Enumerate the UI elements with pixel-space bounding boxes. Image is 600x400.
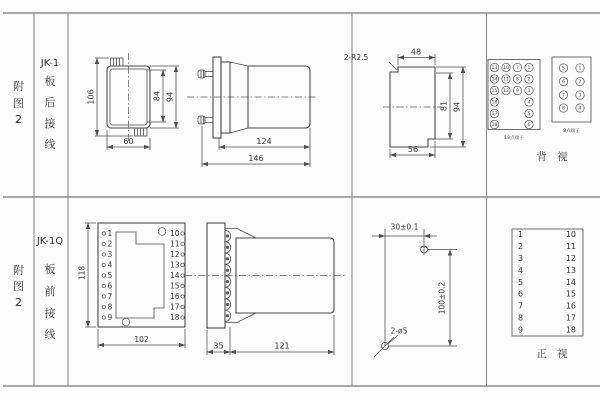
mounting-hole-top (158, 228, 166, 236)
svg-text:2: 2 (15, 113, 22, 126)
svg-text:4: 4 (527, 100, 531, 106)
mounting-stud-bottom (198, 116, 213, 124)
svg-text:35: 35 (213, 341, 224, 351)
svg-text:6: 6 (107, 281, 113, 291)
svg-text:5: 5 (518, 278, 524, 287)
svg-text:接: 接 (44, 307, 56, 320)
svg-text:1: 1 (518, 230, 524, 239)
svg-text:15: 15 (565, 289, 576, 299)
svg-text:11: 11 (503, 77, 509, 83)
svg-text:100±0.2: 100±0.2 (437, 281, 447, 315)
svg-text:10: 10 (503, 66, 509, 72)
svg-text:2-ø5: 2-ø5 (390, 326, 408, 336)
row2-front-view (78, 223, 186, 348)
svg-text:15: 15 (491, 89, 498, 95)
terminal-block-bottom (135, 128, 148, 136)
svg-text:2: 2 (15, 296, 22, 309)
svg-text:附: 附 (13, 264, 24, 277)
svg-text:5: 5 (527, 112, 531, 118)
svg-text:11: 11 (565, 242, 576, 251)
svg-text:118: 118 (77, 265, 87, 281)
svg-text:18: 18 (169, 313, 180, 323)
row2-side-view (185, 223, 345, 355)
svg-text:48: 48 (410, 47, 422, 57)
svg-text:2: 2 (107, 239, 113, 249)
svg-text:5: 5 (107, 271, 113, 281)
svg-text:11: 11 (169, 239, 180, 249)
svg-text:16: 16 (491, 100, 498, 106)
svg-text:14: 14 (169, 271, 180, 281)
svg-text:2: 2 (578, 80, 582, 86)
svg-text:13: 13 (169, 260, 180, 270)
svg-text:16: 16 (565, 301, 576, 311)
svg-text:1: 1 (107, 229, 113, 239)
svg-text:14: 14 (491, 77, 498, 83)
row1-front-view (87, 53, 180, 150)
svg-text:6: 6 (527, 123, 531, 129)
svg-text:16: 16 (169, 292, 180, 302)
svg-text:8点端子: 8点端子 (563, 129, 580, 134)
svg-text:56: 56 (407, 145, 419, 154)
svg-text:15: 15 (169, 281, 180, 291)
svg-text:81: 81 (439, 100, 449, 112)
svg-text:JK-1: JK-1 (40, 58, 60, 69)
row2-model-label (36, 236, 63, 341)
svg-text:6: 6 (518, 289, 524, 299)
svg-text:4: 4 (107, 260, 113, 270)
svg-text:102: 102 (134, 335, 149, 344)
row1-side-view (187, 57, 318, 167)
terminal-block-top (111, 58, 124, 66)
svg-text:前: 前 (44, 285, 56, 298)
svg-text:7: 7 (107, 292, 113, 302)
svg-text:3: 3 (578, 93, 582, 99)
svg-text:图: 图 (13, 280, 24, 293)
row1-panel-cutout (344, 48, 466, 159)
svg-text:14: 14 (565, 278, 576, 287)
svg-text:4: 4 (578, 106, 582, 112)
svg-text:8: 8 (107, 302, 113, 312)
svg-text:12: 12 (503, 89, 509, 95)
svg-text:10: 10 (565, 230, 576, 239)
svg-text:84: 84 (152, 90, 162, 102)
svg-text:3: 3 (107, 250, 113, 260)
table-grid (3, 13, 600, 386)
svg-text:图: 图 (13, 97, 24, 110)
svg-text:3: 3 (527, 89, 531, 95)
svg-text:13: 13 (565, 266, 576, 275)
row2-figure-label (13, 263, 24, 309)
mounting-stud-top (198, 70, 213, 78)
row2-terminal-table (512, 229, 583, 336)
svg-text:146: 146 (248, 154, 264, 163)
svg-text:9: 9 (518, 325, 524, 335)
svg-text:12: 12 (565, 254, 576, 263)
svg-text:5: 5 (562, 66, 565, 72)
svg-text:17: 17 (491, 112, 498, 118)
svg-text:60: 60 (123, 137, 134, 146)
svg-text:7: 7 (562, 93, 565, 99)
svg-text:后: 后 (44, 96, 56, 109)
svg-text:106: 106 (86, 89, 96, 105)
row1-model-label (40, 58, 59, 151)
svg-text:6: 6 (562, 80, 565, 86)
row1-terminal-8 (552, 57, 591, 134)
svg-text:7: 7 (516, 66, 519, 72)
svg-text:17: 17 (169, 302, 180, 312)
mounting-hole-bottom (122, 318, 130, 326)
svg-text:18: 18 (565, 325, 576, 335)
svg-text:30±0.1: 30±0.1 (390, 222, 419, 232)
row2-view-label: 正 视 (536, 348, 568, 360)
row2-drilling-plan (372, 223, 457, 358)
svg-text:4: 4 (518, 266, 524, 275)
svg-text:板: 板 (44, 263, 56, 276)
svg-text:3: 3 (518, 254, 524, 263)
terminal-bumps (225, 230, 231, 321)
svg-text:18: 18 (491, 123, 498, 129)
svg-text:9: 9 (107, 313, 113, 323)
svg-text:7: 7 (518, 301, 524, 311)
row1-terminal-18 (488, 60, 540, 142)
svg-text:1: 1 (578, 66, 582, 72)
svg-text:94: 94 (165, 91, 175, 103)
svg-text:8: 8 (518, 313, 524, 323)
svg-text:JK-1Q: JK-1Q (36, 236, 64, 247)
svg-text:2: 2 (518, 242, 524, 251)
svg-text:板: 板 (44, 75, 56, 88)
svg-text:10: 10 (169, 229, 180, 239)
svg-text:9: 9 (516, 89, 519, 95)
svg-text:17: 17 (565, 313, 576, 323)
svg-text:13: 13 (491, 66, 498, 72)
svg-text:121: 121 (274, 341, 290, 351)
svg-text:2: 2 (527, 77, 531, 83)
svg-text:线: 线 (44, 138, 56, 151)
svg-text:2-R2.5: 2-R2.5 (343, 53, 369, 62)
svg-text:18点端子: 18点端子 (504, 136, 524, 141)
svg-text:线: 线 (44, 328, 56, 341)
svg-text:124: 124 (256, 137, 272, 146)
svg-text:12: 12 (169, 250, 180, 260)
svg-text:8: 8 (562, 106, 565, 112)
svg-text:1: 1 (527, 66, 531, 72)
row1-figure-label (13, 79, 24, 126)
svg-text:8: 8 (516, 77, 519, 83)
row1-view-label: 背 视 (536, 151, 568, 163)
svg-text:94: 94 (452, 101, 462, 113)
svg-text:附: 附 (13, 80, 24, 93)
svg-text:接: 接 (44, 117, 56, 130)
